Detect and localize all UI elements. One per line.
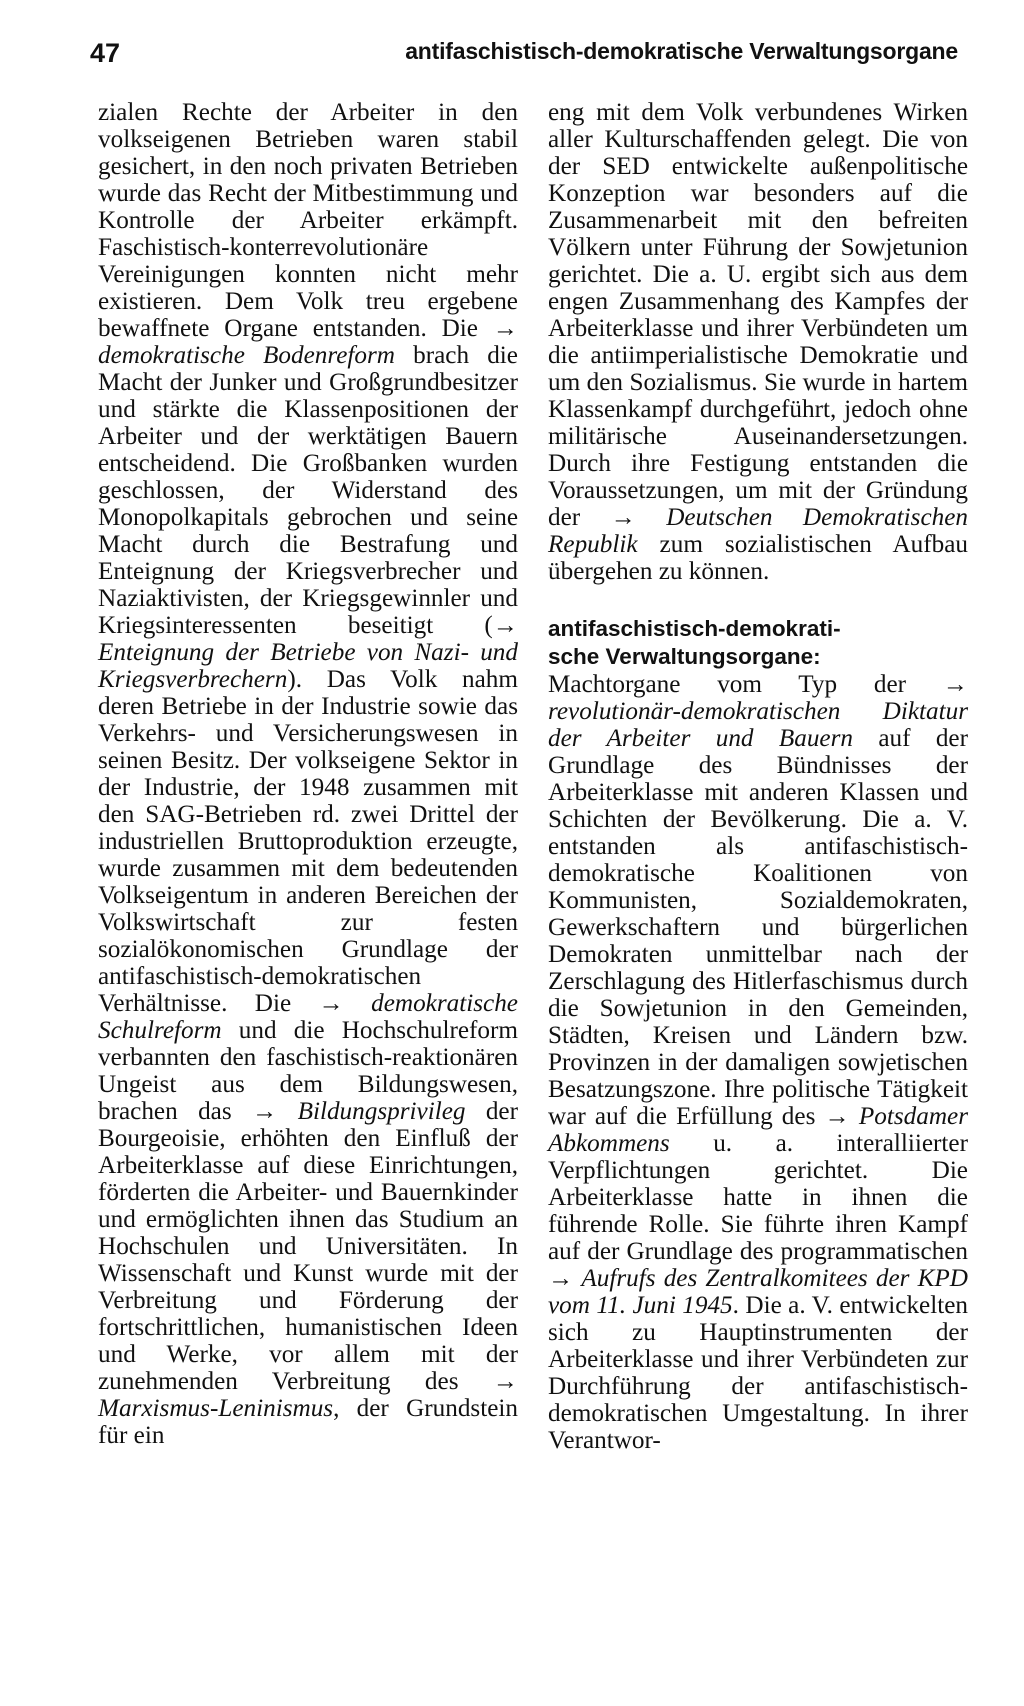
body-text: Machtorgane vom Typ der → [548, 671, 968, 698]
cross-reference[interactable]: Potsdamer Abkommens [548, 1103, 968, 1157]
body-text: eng mit dem Volk verbundenes Wirken aller Kulturschaffenden gelegt. Die von der SED entwickelte außenpolitische Konzeption war besonders auf die Zusammenarbeit mit den befreiten Völkern unter Führung der Sowjetunion gerichtet. Die a. U. ergibt sich aus dem engen Zusammenhang des Kampfes der Arbeiterklasse und ihrer Verbündeten um die antiimperialistische Demokratie und um den Sozialismus. Sie wurde in hartem Klassenkampf durchgeführt, jedoch ohne militärische Auseinandersetzungen. Durch ihre Festigung entstanden die Voraussetzungen, um mit der Gründung der → [548, 99, 968, 531]
body-text: zialen Rechte der Arbeiter in den volkseigenen Betrieben waren stabil gesichert, in den noch privaten Betrieben wurde das Recht der Mitbestimmung und Kontrolle der Arbeiter erkämpft. Faschistisch-konterrevolutionäre Vereinigungen konnten nicht mehr existieren. Dem Volk treu ergebene bewaffnete Organe entstanden. Die → [98, 99, 518, 342]
cross-reference[interactable]: demokratische Bodenreform [98, 342, 395, 369]
body-text: brach die Macht der Junker und Großgrundbesitzer und stärkte die Klassenpositionen der Arbeiter und der werktätigen Bauern entscheidend. Die Großbanken wurden geschlossen, der Widerstand des Monopolkapitals gebrochen und seine Macht durch die Bestrafung und Enteignung der Kriegsverbrecher und Naziaktivisten, der Kriegsgewinnler und Kriegsinteressenten beseitigt (→ [98, 342, 518, 639]
entry-body-continued [98, 99, 518, 1449]
body-text: u. a. interalliierter Verpflichtungen gerichtet. Die Arbeiterklasse hatte in ihnen die führende Rolle. Sie führte ihren Kampf auf der Grundlage des programmatischen → [548, 1130, 968, 1292]
entry-heading-line: sche Verwaltungsorgane: [548, 644, 821, 669]
left-column [98, 99, 518, 1449]
cross-reference[interactable]: Aufrufs des Zentralkomitees der KPD vom 11. Juni 1945 [548, 1265, 968, 1319]
body-text: und die Hochschulreform verbannten den faschistisch-reaktionären Ungeist aus dem Bildungswesen, brachen das → [98, 1017, 518, 1125]
cross-reference[interactable]: Enteignung der Betriebe von Nazi- und Kriegsverbrechern [98, 639, 518, 693]
page-header [90, 38, 958, 82]
entry-body-continued [548, 99, 968, 585]
entry-heading [548, 615, 968, 671]
entry-heading-line: antifaschistisch-demokrati- [548, 616, 841, 641]
right-column [548, 99, 968, 1454]
body-text: auf der Grundlage des Bündnisses der Arbeiterklasse mit anderen Klassen und Schichten der Bevölkerung. Die a. V. entstanden als antifaschistisch-demokratische Koalitionen von Kommunisten, Sozialdemokraten, Gewerkschaftern und bürgerlichen Demokraten unmittelbar nach der Zerschlagung des Hitlerfaschismus durch die Sowjetunion in den Gemeinden, Städten, Kreisen und Ländern bzw. Provinzen in der damaligen sowjetischen Besatzungszone. Ihre politische Tätigkeit war auf die Erfüllung des → [548, 725, 968, 1130]
cross-reference[interactable]: Bildungsprivileg [297, 1098, 466, 1125]
cross-reference[interactable]: demokratische Schulreform [98, 990, 518, 1044]
cross-reference[interactable]: Marxismus-Leninismus [98, 1395, 334, 1422]
page-number: 47 [90, 38, 121, 68]
body-text: , der Grundstein für ein [98, 1395, 518, 1449]
body-text: ). Das Volk nahm deren Betriebe in der Industrie sowie das Verkehrs- und Versicherungswesen in seinen Besitz. Der volkseigene Sektor in der Industrie, der 1948 zusammen mit den SAG-Betrieben rd. zwei Drittel der industriellen Bruttoproduktion erzeugte, wurde zusammen mit dem bedeutenden Volkseigentum in anderen Bereichen der Volkswirtschaft zur festen sozialökonomischen Grundlage der antifaschistisch-demokratischen Verhältnisse. Die → [98, 666, 518, 1017]
entry-body [548, 671, 968, 1454]
cross-reference[interactable]: revolutionär-demokratischen Diktatur der Arbeiter und Bauern [548, 698, 968, 752]
body-text: der Bourgeoisie, erhöhten den Einfluß der Arbeiterklasse auf diese Einrichtungen, förderten die Arbeiter- und Bauernkinder und ermöglichten ihnen das Studium an Hochschulen und Universitäten. In Wissenschaft und Kunst wurde mit der Verbreitung und Förderung der fortschrittlichen, humanistischen Ideen und Werke, vor allem mit der zunehmenden Verbreitung des → [98, 1098, 518, 1395]
body-text: . Die a. V. entwickelten sich zu Hauptinstrumenten der Arbeiterklasse und ihrer Verbündeten zur Durchführung der antifaschistisch-demokratischen Umgestaltung. In ihrer Verantwor- [548, 1292, 968, 1454]
cross-reference[interactable]: Deutschen Demokratischen Republik [548, 504, 968, 558]
running-head: antifaschistisch-demokratische Verwaltungsorgane [405, 38, 958, 64]
body-text: zum sozialistischen Aufbau übergehen zu können. [548, 531, 968, 585]
